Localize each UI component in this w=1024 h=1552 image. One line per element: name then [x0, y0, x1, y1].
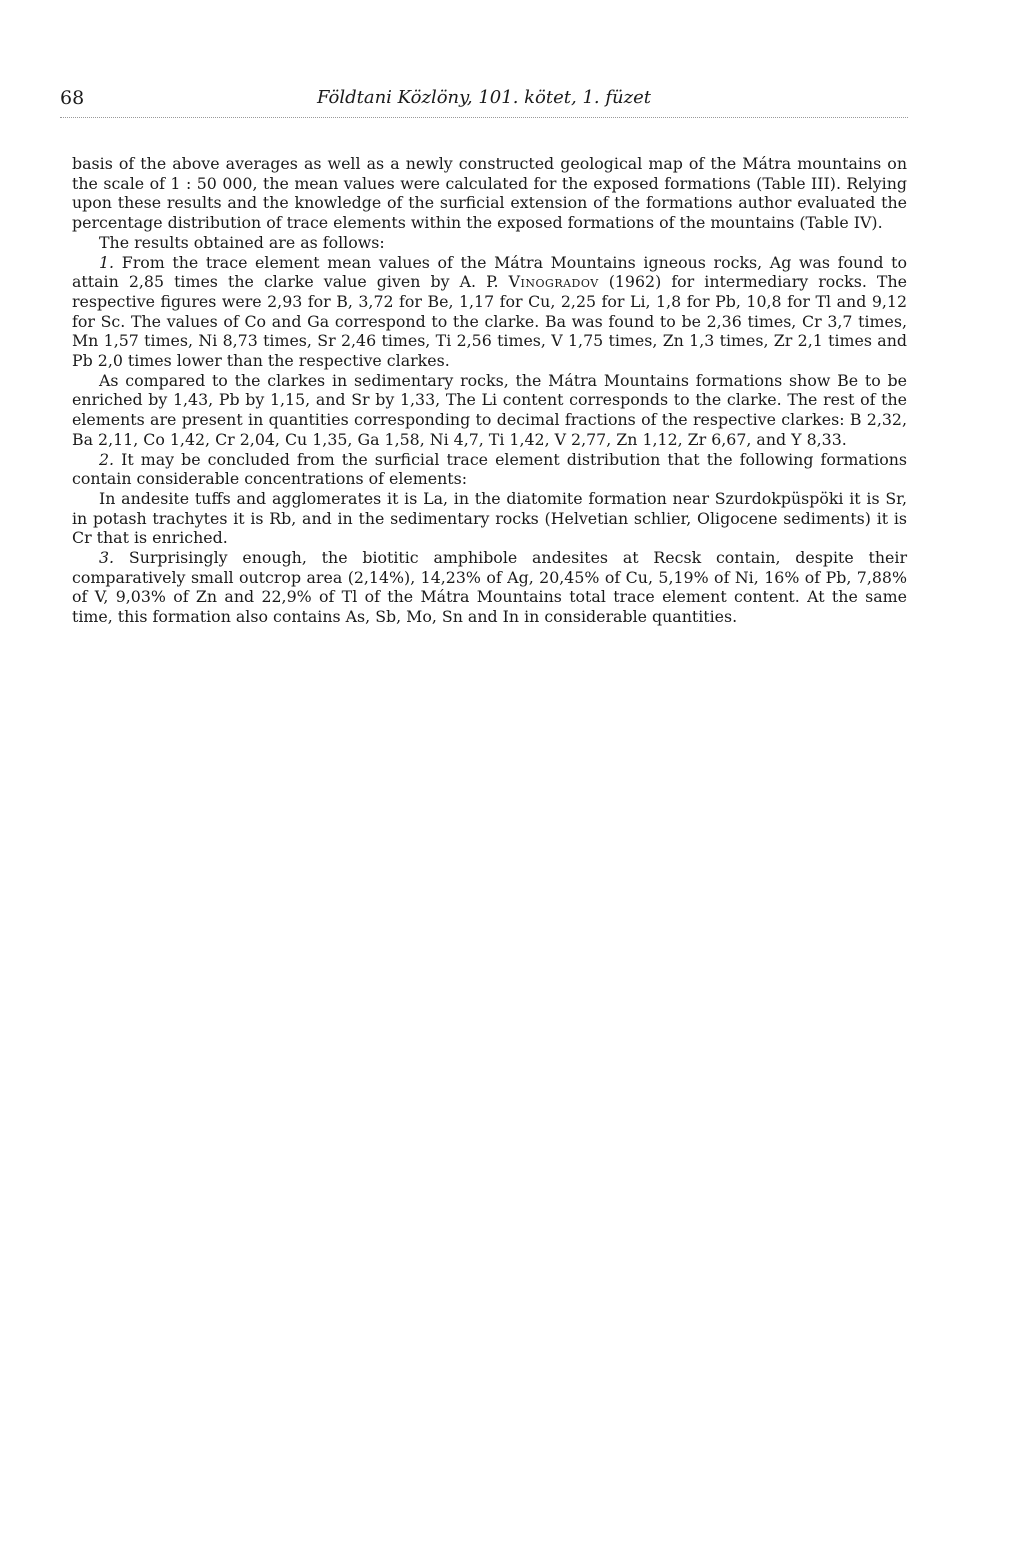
finding-number: 2. [99, 449, 115, 469]
finding-number: 1. [99, 252, 115, 272]
finding-text: From the trace element mean values of the Mátra Mountains igneous rocks, Ag was found to attain 2,85 times the clarke value given by A. P. [72, 252, 907, 292]
paragraph-sedimentary-comparison: As compared to the clarkes in sedimentary rocks, the Mátra Mountains formations show Be to be enriched by 1,43, Pb by 1,15, and Sr by 1,33, The Li content corresponds to the clarke. The rest of the elements are present in quantities corresponding to decimal fractions of the respective clarkes: B 2,32, Ba 2,11, Co 1,42, Cr 2,04, Cu 1,35, Ga 1,58, Ni 4,7, Ti 1,42, V 2,77, Zn 1,12, Zr 6,67, and Y 8,33. [72, 370, 907, 449]
paragraph-intro: basis of the above averages as well as a newly constructed geological map of the Mátra mountains on the scale of 1 : 50 000, the mean values were calculated for the exposed formations (Table III). Relying upon these results and the knowledge of the surficial extension of the formations author evaluated the percentage distribution of trace elements within the exposed formations of the mountains (Table IV). [72, 154, 907, 233]
paragraph-finding-1 [72, 253, 907, 371]
finding-text: Surprisingly enough, the biotitic amphibole andesites at Recsk contain, despite their comparatively small outcrop area (2,14%), 14,23% of Ag, 20,45% of Cu, 5,19% of Ni, 16% of Pb, 7,88% of V, 9,03% of Zn and 22,9% of Tl of the Mátra Mountains total trace element content. At the same time, this formation also contains As, Sb, Mo, Sn and In in considerable quantities. [72, 548, 907, 627]
cited-author: Vinogradov [508, 272, 599, 292]
paragraph-enrichment-list: In andesite tuffs and agglomerates it is La, in the diatomite formation near Szurdokpüspöki it is Sr, in potash trachytes it is Rb, and in the sedimentary rocks (Helvetian schlier, Oligocene sediments) it is Cr that is enriched. [72, 488, 907, 548]
paragraph-results-heading: The results obtained are as follows: [99, 232, 385, 252]
paragraph-finding-3 [72, 548, 907, 627]
running-head: Földtani Közlöny, 101. kötet, 1. füzet [317, 87, 651, 108]
finding-text-continued: (1962) for intermediary rocks. The respective figures were 2,93 for B, 3,72 for Be, 1,17 for Cu, 2,25 for Li, 1,8 for Pb, 10,8 for Tl and 9,12 for Sc. The values of Co and Ga correspond to the clarke. Ba was found to be 2,36 times, Cr 3,7 times, Mn 1,57 times, Ni 8,73 times, Sr 2,46 times, Ti 2,56 times, V 1,75 times, Zn 1,3 times, Zr 2,1 times and Pb 2,0 times lower than the respective clarkes. [72, 272, 907, 371]
finding-text: It may be concluded from the surficial trace element distribution that the following formations contain considerable concentrations of elements: [72, 449, 907, 489]
finding-number: 3. [99, 548, 115, 568]
paragraph-finding-2 [72, 450, 907, 489]
page-number: 68 [60, 87, 85, 109]
page-header [60, 86, 908, 120]
header-divider [60, 117, 908, 118]
article-body [72, 154, 907, 627]
